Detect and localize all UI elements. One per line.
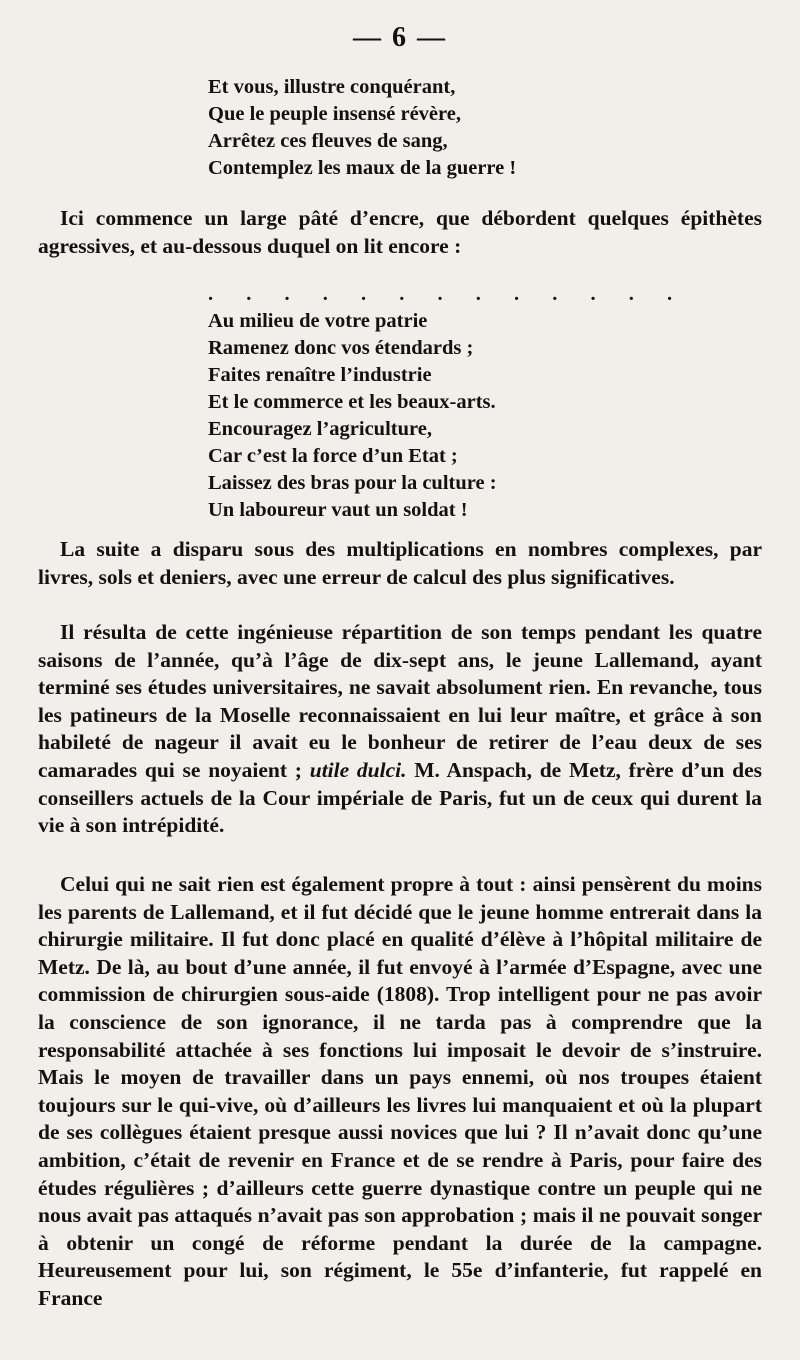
- text-run: Il résulta de cette ingénieuse répartition de son temps pendant les quatre saisons de l’année, qu’à l’âge de dix-sept ans, le jeune Lallemand, ayant terminé ses études universitaires, ne savait absolument rien. En revanche, tous les patineurs de la Moselle reconnaissaient en lui leur maître, et grâce à son habileté de nageur il avait eu le bonheur de retirer de l’eau deux de ses camarades qui se noyaient ;: [38, 620, 762, 782]
- verse-line: Et vous, illustre conquérant,: [208, 76, 456, 98]
- verse-line: Ramenez donc vos étendards ;: [208, 337, 474, 359]
- paragraph-3: [38, 619, 762, 840]
- ellipsis-line: . . . . . . . . . . . . .: [208, 283, 687, 305]
- verse-line: Laissez des bras pour la culture :: [208, 472, 497, 494]
- verse-line: Au milieu de votre patrie: [208, 310, 428, 332]
- verse-block-2: [208, 281, 686, 524]
- paragraph-text: Celui qui ne sait rien est également propre à tout : ainsi pensèrent du moins les parents de Lallemand, et il fut décidé que le jeune homme entrerait dans la chirurgie militaire. Il fut donc placé en qualité d’élève à l’hôpital militaire de Metz. De là, au bout d’une année, il fut envoyé à l’armée d’Espagne, avec une commission de chirurgien sous-aide (1808). Trop intelligent pour ne pas avoir la conscience de son ignorance, il ne tarda pas à comprendre que la responsabilité attachée à ses fonctions lui imposait le devoir de s’instruire. Mais le moyen de travailler dans un pays ennemi, où nos troupes étaient toujours sur le qui-vive, où d’ailleurs les livres lui manquaient et où la plupart de ses collègues étaient presque aussi novices que lui ? Il n’avait donc qu’une ambition, c’était de revenir en France et de se rendre à Paris, pour faire des études régulières ; d’ailleurs cette guerre dynastique contre un peuple qui ne nous avait pas attaqués n’avait pas son approbation ; mais il ne pouvait songer à obtenir un congé de réforme pendant la durée de la campagne. Heureusement pour lui, son régiment, le 55e d’infanterie, fut rappelé en France: [38, 872, 762, 1310]
- verse-line: Que le peuple insensé révère,: [208, 103, 461, 125]
- paragraph-text: La suite a disparu sous des multiplications en nombres complexes, par livres, sols et deniers, avec une erreur de calcul des plus significatives.: [38, 537, 762, 589]
- paragraph-2: [38, 536, 762, 591]
- verse-line: Arrêtez ces fleuves de sang,: [208, 130, 448, 152]
- page-number: — 6 —: [353, 22, 447, 53]
- paragraph-text: [38, 619, 762, 840]
- verse-line: Et le commerce et les beaux-arts.: [208, 391, 496, 413]
- text-run: M. Anspach, de Metz, frère d’un des conseillers actuels de la Cour impériale de Paris, fut un de ceux qui durent la vie à son intrépidité.: [38, 757, 763, 838]
- paragraph-1: [38, 205, 762, 260]
- latin-phrase: utile dulci.: [309, 757, 407, 782]
- verse-line: Car c’est la force d’un Etat ;: [208, 445, 458, 467]
- verse-line: Faites renaître l’industrie: [208, 364, 432, 386]
- verse-block-1: [208, 74, 516, 182]
- verse-line: Contemplez les maux de la guerre !: [208, 157, 517, 179]
- verse-line: Encouragez l’agriculture,: [208, 418, 432, 440]
- paragraph-text: Ici commence un large pâté d’encre, que débordent quelques épithètes agressives, et au-dessous duquel on lit encore :: [38, 206, 762, 258]
- verse-line: Un laboureur vaut un soldat !: [208, 499, 468, 521]
- paragraph-4: [38, 871, 762, 1313]
